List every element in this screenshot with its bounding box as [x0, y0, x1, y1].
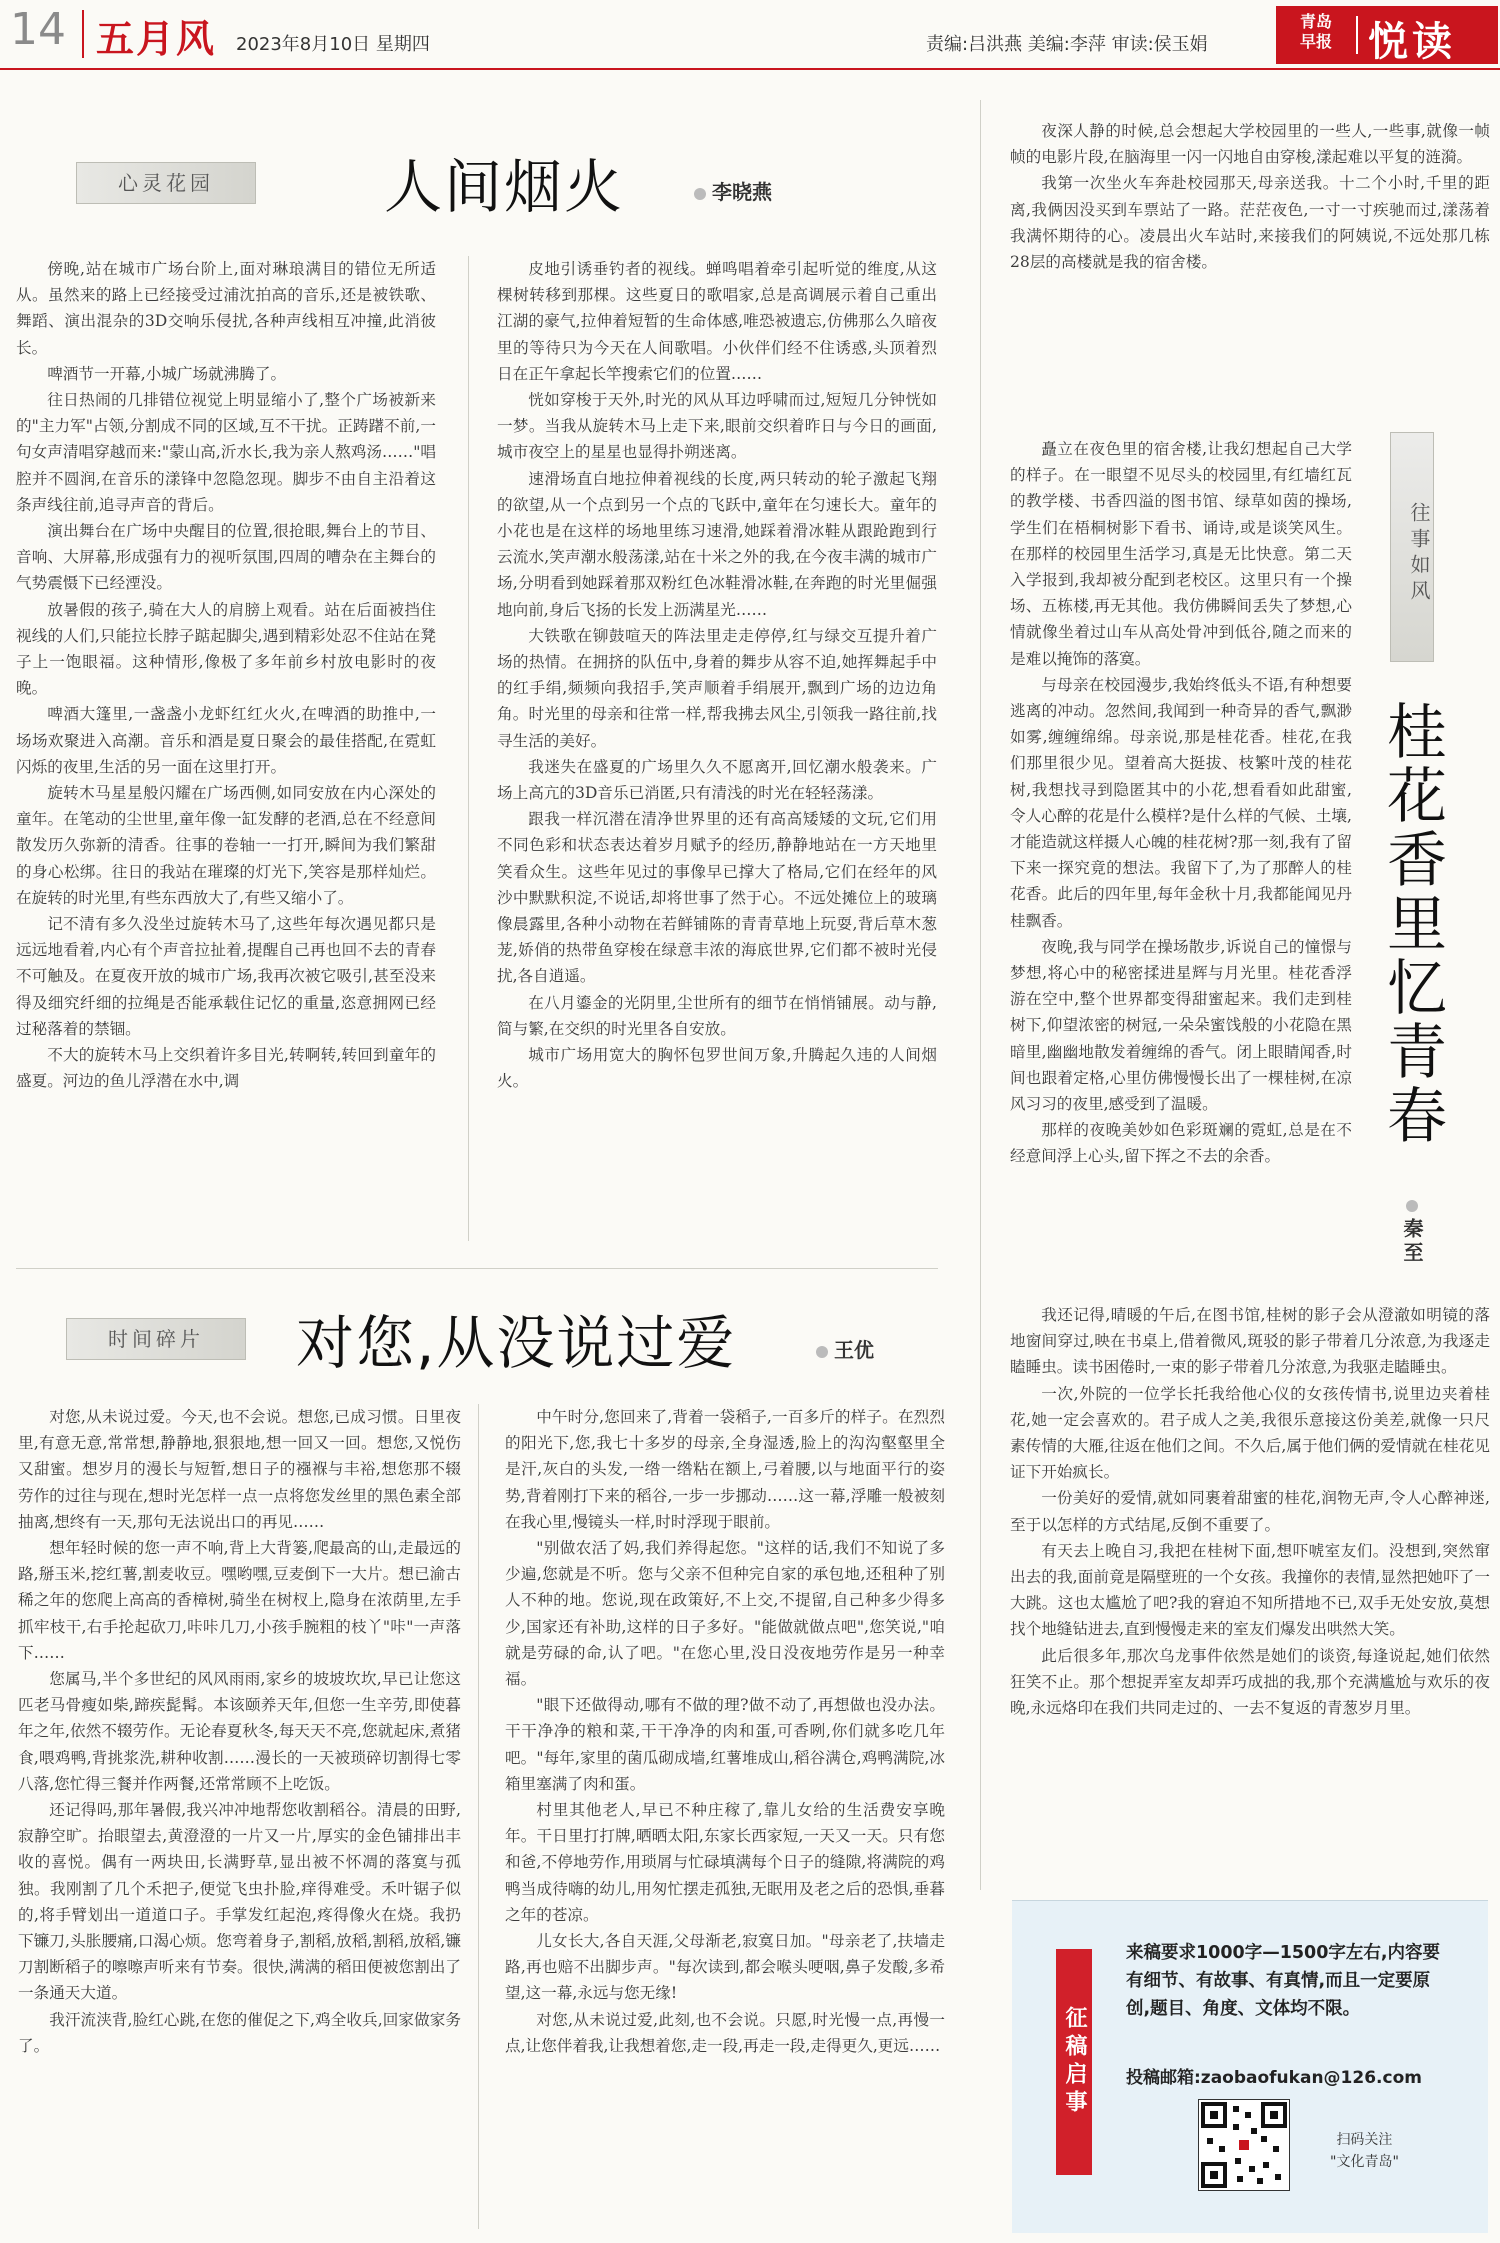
paragraph: 对您,从未说过爱。今天,也不会说。想您,已成习惯。日里夜里,有意无意,常常想,静静地,狠狠地,想一回又一回。想您,又悦伤又甜蜜。想岁月的漫长与短暂,想日子的襁褓与丰裕,想您那不辍劳作的过往与现在,想时光怎样一点一点将您发丝里的黑色素全部抽离,想终有一天,那句无法说出口的再见…… [18, 1408, 461, 1531]
call-for-submissions [1012, 1900, 1488, 2233]
article2-title: 对您,从没说过爱 [296, 1309, 737, 1377]
qr-code-icon[interactable] [1198, 2099, 1290, 2191]
brand-box [1276, 6, 1498, 64]
article3-author: 秦至 [1398, 1200, 1427, 1266]
paragraph: 放暑假的孩子,骑在大人的肩膀上观看。站在后面被挡住视线的人们,只能拉长脖子踮起脚尖,遇到精彩处忍不住站在凳子上一饱眼福。这种情形,像极了多年前乡村放电影时的夜晚。 [16, 600, 436, 698]
paragraph: 不大的旋转木马上交织着许多目光,转啊转,转回到童年的盛夏。河边的鱼儿浮潜在水中,调 [16, 1046, 436, 1091]
masthead [0, 0, 1500, 70]
article1-author: 李晓燕 [694, 176, 772, 205]
author-dot-icon [1406, 1200, 1418, 1212]
paragraph: 往日热闹的几排错位视觉上明显缩小了,整个广场被新来的"主力军"占领,分割成不同的区域,互不干扰。正踌躇不前,一句女声清唱穿越而来:"蒙山高,沂水长,我为亲人熬鸡汤……"唱腔并不圆润,在音乐的漾锋中忽隐忽现。脚步不由自主沿着这条声线往前,追寻声音的背后。 [16, 391, 436, 514]
paragraph: 演出舞台在广场中央醒目的位置,很抢眼,舞台上的节目、音响、大屏幕,形成强有力的视听氛围,四周的嘈杂在主舞台的气势震慑下已经湮没。 [16, 522, 436, 593]
section-name: 五月风 [96, 17, 217, 61]
paragraph: "眼下还做得动,哪有不做的理?做不动了,再想做也没办法。干干净净的粮和菜,干干净净的肉和蛋,可香咧,你们就多吃几年吧。"每年,家里的菌瓜砌成墙,红薯堆成山,稻谷满仓,鸡鸭满院,冰箱里塞满了肉和蛋。 [505, 1696, 945, 1793]
paragraph: 村里其他老人,早已不种庄稼了,靠儿女给的生活费安享晚年。干日里打打牌,晒晒太阳,东家长西家短,一天又一天。只有您和爸,不停地劳作,用琐屑与忙碌填满每个日子的缝隙,将满院的鸡鸭当成待嗨的幼儿,用匆忙摆走孤独,无眠用及老之后的恐惧,垂暮之年的苍凉。 [505, 1801, 945, 1924]
paragraph: 夜晚,我与同学在操场散步,诉说自己的憧憬与梦想,将心中的秘密揉进星辉与月光里。桂花香浮游在空中,整个世界都变得甜蜜起来。我们走到桂树下,仰望浓密的树冠,一朵朵蜜饯般的小花隐在黑暗里,幽幽地散发着缠绵的香气。闭上眼睛闻香,时间也跟着定格,心里仿佛慢慢长出了一棵桂树,在凉风习习的夜里,感受到了温暖。 [1010, 937, 1352, 1114]
paragraph: 此后很多年,那次乌龙事件依然是她们的谈资,每逢说起,她们依然狂笑不止。那个想捉弄室友却弄巧成拙的我,那个充满尴尬与欢乐的夜晚,永远烙印在我们共同走过的、一去不复返的青葱岁月里。 [1010, 1646, 1490, 1718]
paragraph: 我汗流浃背,脸红心跳,在您的催促之下,鸡全收兵,回家做家务了。 [18, 2010, 461, 2055]
article2-tag: 时间碎片 [66, 1318, 246, 1360]
author-dot-icon [816, 1346, 828, 1358]
brand-divider [1356, 16, 1358, 54]
paragraph: 想年轻时候的您一声不响,背上大背篓,爬最高的山,走最远的路,掰玉米,挖红薯,割麦收豆。嘿哟嘿,豆麦倒下一大片。想已渝古稀之年的您爬上高高的香樟树,骑坐在树杈上,隐身在浓荫里,左手抓牢枝干,右手抡起砍刀,咔咔几刀,小孩手腕粗的枝丫"咔"一声落下…… [18, 1539, 461, 1662]
article-divider [16, 1268, 938, 1269]
paragraph: 与母亲在校园漫步,我始终低头不语,有种想要逃离的冲动。忽然间,我闻到一种奇异的香气,飘渺如雾,缠缠绵绵。母亲说,那是桂花香。桂花,在我们那里很少见。望着高大挺拔、枝繁叶茂的桂花树,我想找寻到隐匿其中的小花,想看看如此甜蜜,令人心醉的花是什么模样?是什么样的气候、土壤,才能造就这样摄人心魄的桂花树?那一刻,我有了留下来一探究竟的想法。我留下了,为了那醉人的桂花香。此后的四年里,每年金秋十月,我都能闻见丹桂飘香。 [1010, 675, 1352, 930]
masthead-divider [82, 10, 84, 58]
paragraph: 速滑场直白地拉伸着视线的长度,两只转动的轮子激起飞翔的欲望,从一个点到另一个点的飞跃中,童年在匀速长大。童年的小花也是在这样的场地里练习速滑,她踩着滑冰鞋从跟跄跑到行云流水,笑声潮水般荡漾,站在十米之外的我,在今夜丰满的城市广场,分明看到她踩着那双粉红色冰鞋滑冰鞋,在奔跑的时光里倔强地向前,身后飞扬的长发上沥满星光…… [497, 469, 937, 619]
article3-column-top [1010, 118, 1490, 436]
paragraph: 我第一次坐火车奔赴校园那天,母亲送我。十二个小时,千里的距离,我俩因没买到车票站了一路。茫茫夜色,一寸一寸疾驰而过,漾荡着我满怀期待的心。凌晨出火车站时,来接我们的阿姨说,不远处那几栋28层的高楼就是我的宿舍楼。 [1010, 174, 1490, 272]
article3-column-bottom [1010, 1302, 1490, 1882]
paragraph: 您属马,半个多世纪的风风雨雨,家乡的坡坡坎坎,早已让您这匹老马骨瘦如柴,蹄疾髭髯。本该颐养天年,但您一生辛劳,即使暮年之年,依然不辍劳作。无论春夏秋冬,每天天不亮,您就起床,煮猪食,喂鸡鸭,背挑浆洗,耕种收割……漫长的一天被琐碎切割得七零八落,您忙得三餐并作两餐,还常常顾不上吃饭。 [18, 1670, 461, 1793]
editors-credit: 责编:吕洪燕 美编:李萍 审读:侯玉娟 [926, 34, 1208, 55]
paragraph: 有天去上晚自习,我把在桂树下面,想吓唬室友们。没想到,突然窜出去的我,面前竟是隔壁班的一个女孩。我撞你的表情,显然把她吓了一大跳。这也太尴尬了吧?我的窘迫不知所措地不已,双手无处安放,莫想找个地缝钻进去,直到慢慢走来的室友们爆发出哄然大笑。 [1010, 1541, 1490, 1639]
paragraph: 城市广场用宽大的胸怀包罗世间万象,升腾起久违的人间烟火。 [497, 1046, 937, 1091]
paragraph: 中午时分,您回来了,背着一袋稻子,一百多斤的样子。在烈烈的阳光下,您,我七十多岁的母亲,全身湿透,脸上的沟沟壑壑里全是汗,灰白的头发,一绺一绺粘在额上,弓着腰,以与地面平行的姿势,背着刚打下来的稻谷,一步一步挪动……这一幕,浮雕一般被刻在我心里,慢镜头一样,时时浮现于眼前。 [505, 1408, 945, 1531]
paragraph: 傍晚,站在城市广场台阶上,面对琳琅满目的错位无所适从。虽然来的路上已经接受过浦沈拍高的音乐,还是被铁歌、舞蹈、演出混杂的3D交响乐侵扰,各种声线相互冲撞,此消彼长。 [16, 260, 436, 357]
column-divider [478, 1404, 479, 2229]
paragraph: 对您,从未说过爱,此刻,也不会说。只愿,时光慢一点,再慢一点,让您伴着我,让我想着您,走一段,再走一段,走得更久,更远…… [505, 2010, 945, 2055]
paragraph: 我迷失在盛夏的广场里久久不愿离开,回忆潮水般袭来。广场上高亢的3D音乐已消匿,只有清浅的时光在轻轻荡漾。 [497, 757, 937, 803]
qr-caption: 扫码关注 "文化青岛" [1330, 2132, 1399, 2170]
article3-tag: 往事如风 [1390, 432, 1434, 662]
paragraph: 矗立在夜色里的宿舍楼,让我幻想起自己大学的样子。在一眼望不见尽头的校园里,有红墙红瓦的教学楼、书香四溢的图书馆、绿草如茵的操场,学生们在梧桐树影下看书、诵诗,或是谈笑风生。在那样的校园里生活学习,真是无比快意。第二天入学报到,我却被分配到老校区。这里只有一个操场、五栋楼,再无其他。我仿佛瞬间丢失了梦想,心情就像坐着过山车从高处骨冲到低谷,随之而来的是难以掩饰的落寞。 [1010, 440, 1352, 668]
paragraph: 还记得吗,那年暑假,我兴冲冲地帮您收割稻谷。清晨的田野,寂静空旷。抬眼望去,黄澄澄的一片又一片,厚实的金色铺排出丰收的喜悦。偶有一两块田,长满野草,显出被不怀凋的落寞与孤独。我刚割了几个禾把子,便觉飞虫扑脸,痒得难受。禾叶锯子似的,将手臂划出一道道口子。手掌发红起泡,疼得像火在烧。我扔下镰刀,头胀腰痛,口渴心烦。您弯着身子,割稻,放稻,割稻,放稻,镰刀割断稻子的嚓嚓声听来有节奏。很快,满满的稻田便被您割出了一条通天大道。 [18, 1801, 461, 2003]
article1-title: 人间烟火 [384, 153, 625, 221]
paragraph: 记不清有多久没坐过旋转木马了,这些年每次遇见都只是远远地看着,内心有个声音拉扯着,提醒自己再也回不去的青春不可触及。在夏夜开放的城市广场,我再次被它吸引,甚至没来得及细究纤细的拉绳是否能承载住记忆的重量,恣意拥网已经过秘落着的禁锢。 [16, 915, 436, 1038]
page-number: 14 [10, 4, 66, 55]
article2-author: 王优 [816, 1334, 874, 1363]
paragraph: 啤酒节一开幕,小城广场就沸腾了。 [47, 364, 287, 383]
brand-name: 悦读 [1368, 18, 1456, 65]
article1-tag: 心灵花园 [76, 162, 256, 204]
column-divider [468, 256, 469, 1241]
paragraph: "别做农活了妈,我们养得起您。"这样的话,我们不知说了多少遍,您就是不听。您与父亲不但种完自家的承包地,还租种了别人不种的地。您说,现在政策好,不上交,不提留,自己种多少得多少,国家还有补助,这样的日子多好。"能做就做点吧",您笑说,"咱就是劳碌的命,认了吧。"在您心里,没日没夜地劳作是另一种幸福。 [505, 1539, 945, 1689]
article3-title: 桂花香里忆青春 [1377, 700, 1447, 1148]
article1-column-1 [16, 256, 436, 1256]
article2-column-1 [18, 1404, 461, 2234]
submission-email[interactable]: 投稿邮箱:zaobaofukan@126.com [1126, 2068, 1422, 2088]
paragraph: 恍如穿梭于天外,时光的风从耳边呼啸而过,短短几分钟恍如一梦。当我从旋转木马上走下来,眼前交织着昨日与今日的画面,城市夜空上的星星也显得扑朔迷离。 [497, 391, 937, 462]
paragraph: 跟我一样沉潜在清净世界里的还有高高矮矮的文玩,它们用不同色彩和状态表达着岁月赋予的经历,静静地站在一方天地里笑看众生。这些年见过的事像早已撑大了格局,它们在经年的风沙中默默积淀,不说话,却将世事了然于心。不远处摊位上的玻璃像晨露里,各种小动物在若鲜铺陈的青青草地上玩耍,背后草木葱茏,娇俏的热带鱼穿梭在绿意丰浓的海底世界,它们都不被时光侵扰,各自逍遥。 [497, 810, 937, 986]
column-divider [980, 100, 981, 1890]
paragraph: 儿女长大,各自天涯,父母渐老,寂寞日加。"母亲老了,扶墙走路,再也赔不出脚步声。"每次读到,都会喉头哽咽,鼻子发酸,多希望,这一幕,永远与您无缘! [505, 1932, 945, 2003]
paragraph: 皮地引诱垂钓者的视线。蝉鸣唱着牵引起听觉的维度,从这棵树转移到那棵。这些夏日的歌唱家,总是高调展示着自己重出江湖的豪气,拉伸着短暂的生命体感,唯恐被遗忘,仿佛那么久暗夜里的等待只为今天在人间歌唱。小伙伴们经不住诱惑,头顶着烈日在正午拿起长竿搜索它们的位置…… [497, 260, 937, 383]
article2-column-2 [505, 1404, 945, 2234]
newspaper-logo: 青岛 早报 [1299, 12, 1332, 51]
paragraph: 大铁歌在铆鼓喧天的阵法里走走停停,红与绿交互提升着广场的热情。在拥挤的队伍中,身着的舞步从容不迫,她挥舞起手中的红手绢,频频向我招手,笑声顺着手绢展开,飘到广场的边边角角。时光里的母亲和往常一样,帮我拂去风尘,引领我一路往前,找寻生活的美好。 [497, 626, 937, 750]
call-text: 来稿要求1000字—1500字左右,内容要有细节、有故事、有真情,而且一定要原创,题目、角度、文体均不限。 [1126, 1943, 1441, 2019]
paragraph: 一次,外院的一位学长托我给他心仪的女孩传情书,说里边夹着桂花,她一定会喜欢的。君子成人之美,我很乐意接这份美差,就像一只尺素传情的大雁,往返在他们之间。不久后,属于他们俩的爱情就在桂花见证下开始疯长。 [1010, 1384, 1490, 1482]
paragraph: 啤酒大篷里,一盏盏小龙虾红红火火,在啤酒的助推中,一场场欢聚进入高潮。音乐和酒是夏日聚会的最佳搭配,在霓虹闪烁的夜里,生活的另一面在这里打开。 [16, 705, 436, 776]
call-title: 征稿启事 [1056, 1949, 1092, 2175]
paragraph: 夜深人静的时候,总会想起大学校园里的一些人,一些事,就像一帧帧的电影片段,在脑海里一闪一闪地自由穿梭,漾起难以平复的涟漪。 [1010, 122, 1490, 167]
issue-date: 2023年8月10日 星期四 [236, 34, 430, 55]
paragraph: 那样的夜晚美妙如色彩斑斓的霓虹,总是在不经意间浮上心头,留下挥之不去的余香。 [1010, 1121, 1352, 1166]
author-dot-icon [694, 188, 706, 200]
paragraph: 旋转木马星星般闪耀在广场西侧,如同安放在内心深处的童年。在笔动的尘世里,童年像一缸发酵的老酒,总在不经意间散发历久弥新的清香。往事的卷轴一一打开,瞬间为我们繁甜的身心松绑。往日的我站在璀璨的灯光下,笑容是那样灿烂。在旋转的时光里,有些东西放大了,有些又缩小了。 [16, 784, 436, 907]
paragraph: 我还记得,晴暖的午后,在图书馆,桂树的影子会从澄澈如明镜的落地窗间穿过,映在书桌上,借着微风,斑驳的影子带着几分浓意,为我逐走瞌睡虫。读书困倦时,一束的影子带着几分浓意,为我驱走瞌睡虫。 [1010, 1306, 1490, 1377]
article1-column-2 [497, 256, 937, 1256]
paragraph: 一份美好的爱情,就如同裹着甜蜜的桂花,润物无声,令人心醉神迷,至于以怎样的方式结尾,反倒不重要了。 [1010, 1489, 1490, 1534]
paragraph: 在八月鎏金的光阴里,尘世所有的细节在悄悄铺展。动与静,简与繁,在交织的时光里各自安放。 [497, 993, 937, 1038]
article3-column-middle [1010, 436, 1352, 1302]
